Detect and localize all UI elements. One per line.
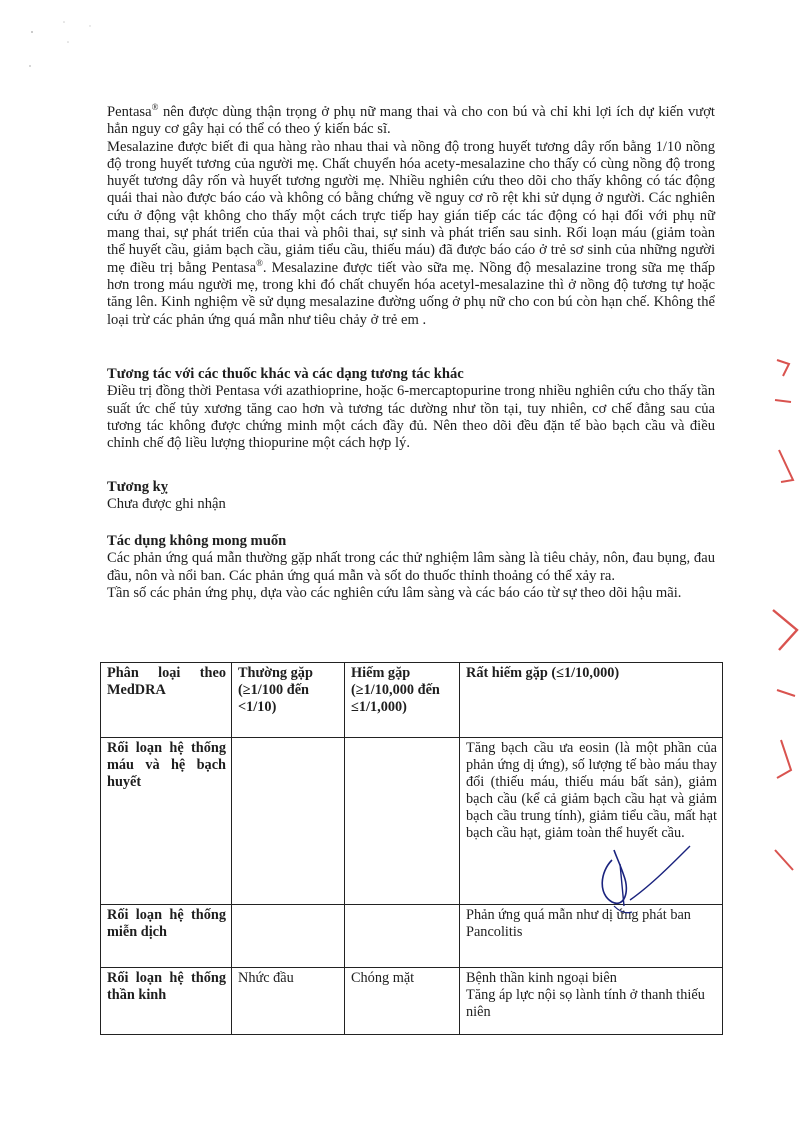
very-rare-line-1: Bệnh thần kinh ngoại biên [466,970,617,986]
table-header-row [101,663,723,738]
header-rare: Hiếm gặp (≥1/10,000 đến ≤1/1,000) [345,663,460,738]
interactions-text: Điều trị đồng thời Pentasa với azathioprine, hoặc 6-mercaptopurine trong nhiều nghiên cứu cho thấy tần suất ức chế tủy xương tăng cao hơn và tương tác dường như tồn tại, tuy nhiên, cơ chế đằng sau của tương tác không được chứng minh một cách đầy đủ. Nên theo dõi đều đặn tế bào bạch cầu và điều chỉnh chế độ liều lượng thiopurine một cách hợp lý. [107,383,715,452]
soc-cell: Rối loạn hệ thống máu và hệ bạch huyết [101,738,232,905]
adverse-effects-heading: Tác dụng không mong muốn [107,533,287,549]
very-rare-line-1: Phản ứng quá mẫn như dị ứng phát ban [466,907,691,923]
very-rare-line-2: Pancolitis [466,924,523,940]
pregnancy-section [107,104,715,329]
incompatibilities-text: Chưa được ghi nhận [107,496,226,513]
incompatibilities-section [107,479,715,514]
very-rare-line-1: Tăng bạch cầu ưa eosin (là một phần của phản ứng dị ứng), số lượng tế bào máu thay đổi (thiếu máu, thiếu máu bất sản), giảm bạch cầu (kể cả giảm bạch cầu hạt và giảm bạch cầu trung tính), giảm tiểu cầu, mất hạt bạch cầu hạt, giảm toàn thể huyết cầu. [466,740,717,841]
pregnancy-paragraph-2 [107,139,715,329]
common-cell: Nhức đầu [232,968,345,1035]
registered-mark: ® [256,257,263,268]
stamp-edge-fragments [769,330,799,930]
table-row [101,968,723,1035]
common-cell [232,738,345,905]
adverse-effects-section [107,533,715,602]
incompatibilities-heading: Tương kỵ [107,479,169,495]
header-very-rare: Rất hiếm gặp (≤1/10,000) [460,663,723,738]
interactions-section [107,366,715,452]
registered-mark: ® [151,102,159,113]
brand-name: Pentasa [107,104,152,120]
common-cell [232,905,345,968]
pregnancy-paragraph-2-part2: . Mesalazine được tiết vào sữa mẹ. Nồng độ mesalazine trong sữa mẹ thấp hơn trong máu người mẹ, trong khi đó chất chuyển hóa acetyl-mesalazine thì ở nồng độ tương tự hoặc tăng lên. Kinh nghiệm về sử dụng mesalazine đường uống ở phụ nữ cho con bú còn hạn chế. Không thể loại trừ các phản ứng quá mẫn như tiêu chảy ở trẻ em . [107,259,716,328]
rare-cell: Chóng mặt [345,968,460,1035]
adverse-effects-paragraph-1: Các phản ứng quá mẫn thường gặp nhất trong các thử nghiệm lâm sàng là tiêu chảy, nôn, đau bụng, đau đầu, nôn và nổi ban. Các phản ứng quá mẫn và sốt do thuốc thỉnh thoảng có thể xảy ra. [107,550,715,584]
very-rare-cell [460,968,723,1035]
adverse-effects-paragraph-2: Tần số các phản ứng phụ, dựa vào các nghiên cứu lâm sàng và các báo cáo từ sự theo dõi hậu mãi. [107,584,682,601]
interactions-heading: Tương tác với các thuốc khác và các dạng tương tác khác [107,366,464,382]
pregnancy-paragraph-1-text: nên được dùng thận trọng ở phụ nữ mang thai và cho con bú và chỉ khi lợi ích dự kiến vượt hẳn nguy cơ gây hại có thể có theo ý kiến bác sĩ. [107,104,715,138]
rare-cell [345,738,460,905]
rare-cell [345,905,460,968]
scan-specks-decoration [28,14,118,74]
pregnancy-paragraph-2-part1: Mesalazine được biết đi qua hàng rào nhau thai và nồng độ trong huyết tương dây rốn bằng 1/10 nồng độ trong huyết tương của người mẹ. Chất chuyển hóa acety-mesalazine cho thấy có cùng nồng độ trong huyết tương dây rốn và huyết tương người mẹ. Nhiều nghiên cứu theo dõi cho thấy không có tác động quái thai nào được báo cáo và không có bằng chứng về nguy cơ rõ rệt khi sử dụng ở người. Các nghiên cứu ở động vật không cho thấy một cách trực tiếp hay gián tiếp các tác động có hại đối với phụ nữ mang thai, sự phát triển của thai và phôi thai, sự sinh và phát triển sau sinh. Rối loạn máu (giảm toàn thể huyết cầu, giảm bạch cầu, giảm tiểu cầu, thiếu máu) đã được báo cáo ở trẻ sơ sinh của những người mẹ điều trị bằng Pentasa [107,138,715,276]
pregnancy-paragraph-1 [107,104,715,139]
handwritten-signature [590,842,700,922]
very-rare-line-2: Tăng áp lực nội sọ lành tính ở thanh thiếu niên [466,987,705,1020]
soc-cell: Rối loạn hệ thống miễn dịch [101,905,232,968]
header-common: Thường gặp (≥1/100 đến <1/10) [232,663,345,738]
header-meddra-class: Phân loại theo MedDRA [101,663,232,738]
soc-cell: Rối loạn hệ thống thần kinh [101,968,232,1035]
